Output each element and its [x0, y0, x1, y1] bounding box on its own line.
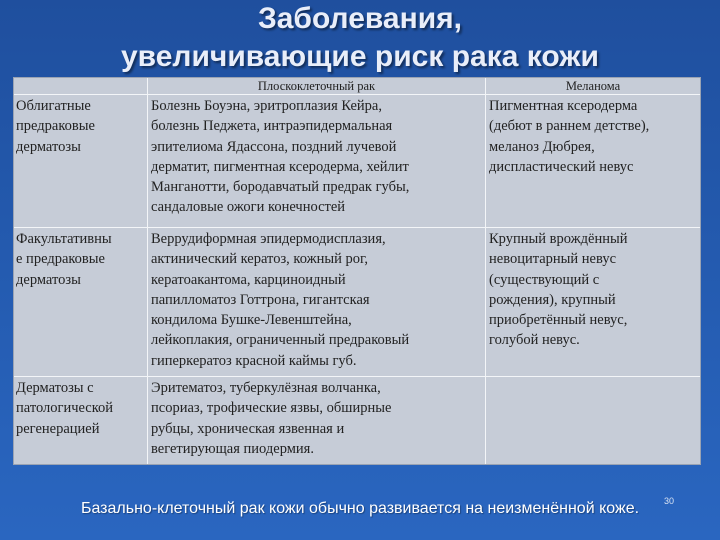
row-2-melanoma: Крупный врождённый невоцитарный невус (существующий с рождения), крупный приобретённый невус, голубой невус. — [489, 231, 628, 349]
row-2-category: Факультативны е предраковые дерматозы — [16, 231, 112, 288]
page-number: 30 — [664, 496, 675, 506]
header-squamous-cell-cancer: Плоскоклеточный рак — [257, 79, 376, 93]
row-divider — [14, 227, 700, 228]
row-1-squamous: Болезнь Боуэна, эритроплазия Кейра, болезнь Педжета, интраэпидермальная эпителиома Ядассона, поздний лучевой дерматит, пигментная ксеродерма, хейлит Манганотти, бородавчатый предрак губы, сандаловые ожоги конечностей — [151, 98, 410, 216]
row-2-squamous: Веррудиформная эпидермодисплазия, актинический кератоз, кожный рог, кератоакантома, карциноидный папилломатоз Готтрона, гигантская кондилома Бушке-Левенштейна, лейкоплакия, ограниченный предраковый гиперкератоз красной каймы губ. — [151, 231, 410, 369]
slide-title-line-1: Заболевания, — [257, 2, 463, 35]
slide-title-line-2: увеличивающие риск рака кожи — [120, 40, 599, 73]
header-melanoma: Меланома — [565, 79, 621, 93]
row-divider — [14, 94, 700, 95]
column-divider — [147, 78, 148, 464]
slide-title — [0, 0, 720, 76]
risk-table — [13, 77, 701, 465]
column-divider — [485, 78, 486, 464]
row-1-melanoma: Пигментная ксеродерма (дебют в раннем детстве), меланоз Дюбрея, диспластический невус — [489, 98, 650, 175]
row-3-squamous: Эритематоз, туберкулёзная волчанка, псориаз, трофические язвы, обширные рубцы, хроническая язвенная и вегетирующая пиодермия. — [151, 380, 392, 457]
footer-note: Базально-клеточный рак кожи обычно развивается на неизменённой коже. — [80, 500, 640, 517]
row-1-category: Облигатные предраковые дерматозы — [16, 98, 95, 155]
row-divider — [14, 376, 700, 377]
row-3-category: Дерматозы с патологической регенерацией — [16, 380, 114, 437]
